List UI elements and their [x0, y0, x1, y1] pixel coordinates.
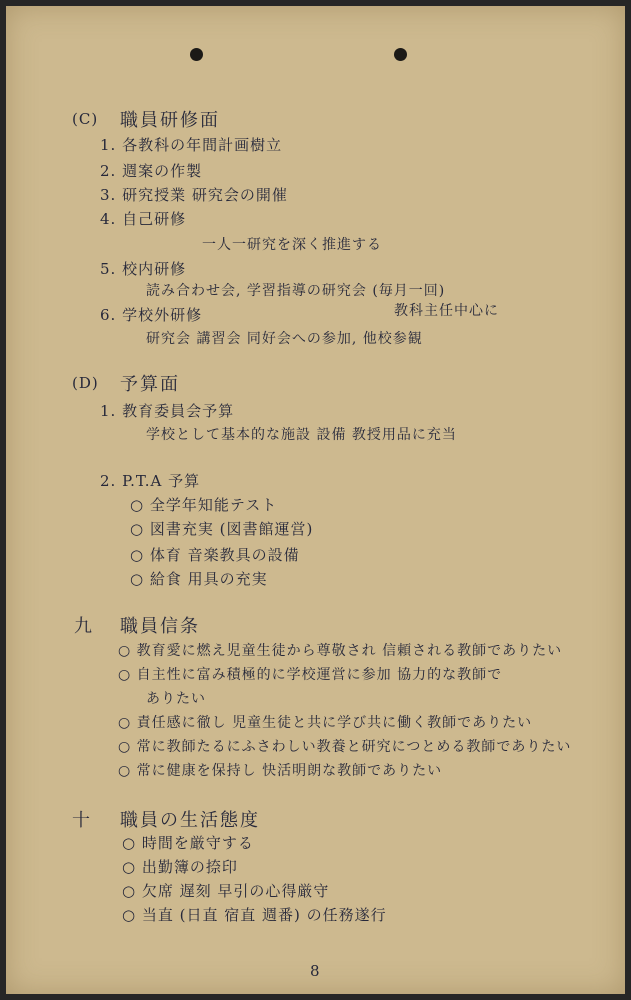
list-item: ○ 責任感に徹し 児童生徒と共に学び共に働く教師でありたい [118, 715, 533, 731]
list-item: 2. 週案の作製 [100, 162, 203, 180]
binder-hole-left [190, 48, 203, 61]
section-label: 九 [74, 616, 94, 637]
list-item: ○ 当直 (日直 宿直 週番) の任務遂行 [122, 906, 387, 924]
list-item-detail: 学校として基本的な施設 設備 教授用品に充当 [146, 427, 457, 443]
list-item: ○ 欠席 遅刻 早引の心得厳守 [122, 882, 330, 900]
list-item: 4. 自己研修 [100, 210, 187, 228]
section-title: 予算面 [120, 374, 180, 395]
page-number: 8 [310, 962, 321, 980]
list-item: 3. 研究授業 研究会の開催 [100, 186, 288, 204]
list-item: 1. 各教科の年間計画樹立 [100, 136, 283, 154]
section-title: 職員の生活態度 [120, 810, 260, 831]
section-title: 職員研修面 [120, 110, 220, 131]
list-item: ○ 出勤簿の捺印 [122, 858, 238, 876]
list-item: 5. 校内研修 [100, 260, 187, 278]
list-item: ○ 常に教師たるにふさわしい教養と研究につとめる教師でありたい [118, 739, 572, 755]
list-item: ○ 図書充実 (図書館運営) [130, 520, 314, 538]
list-item-continued: ありたい [146, 691, 206, 707]
list-item: ○ 全学年知能テスト [130, 496, 278, 514]
list-item: 6. 学校外研修 [100, 306, 203, 324]
binder-hole-right [394, 48, 407, 61]
list-item: ○ 時間を厳守する [122, 834, 254, 852]
list-item: ○ 体育 音楽教具の設備 [130, 546, 300, 564]
document-page [6, 6, 625, 994]
section-label: (C) [72, 110, 99, 128]
section-label: 十 [72, 810, 92, 831]
list-item: ○ 給食 用具の充実 [130, 570, 268, 588]
list-item-note: 教科主任中心に [394, 303, 499, 319]
section-title: 職員信条 [120, 616, 200, 637]
list-item: 2. P.T.A 予算 [100, 472, 201, 490]
list-item-detail: 一人一研究を深く推進する [202, 237, 382, 253]
list-item-detail: 読み合わせ会, 学習指導の研究会 (毎月一回) [146, 283, 446, 299]
list-item: ○ 常に健康を保持し 快活明朗な教師でありたい [118, 763, 443, 779]
list-item: ○ 教育愛に燃え児童生徒から尊敬され 信頼される教師でありたい [118, 643, 563, 659]
section-label: (D) [72, 374, 99, 392]
list-item: ○ 自主性に富み積極的に学校運営に参加 協力的な教師で [118, 667, 503, 683]
list-item-detail: 研究会 講習会 同好会への参加, 他校参観 [146, 331, 423, 347]
list-item: 1. 教育委員会予算 [100, 402, 235, 420]
